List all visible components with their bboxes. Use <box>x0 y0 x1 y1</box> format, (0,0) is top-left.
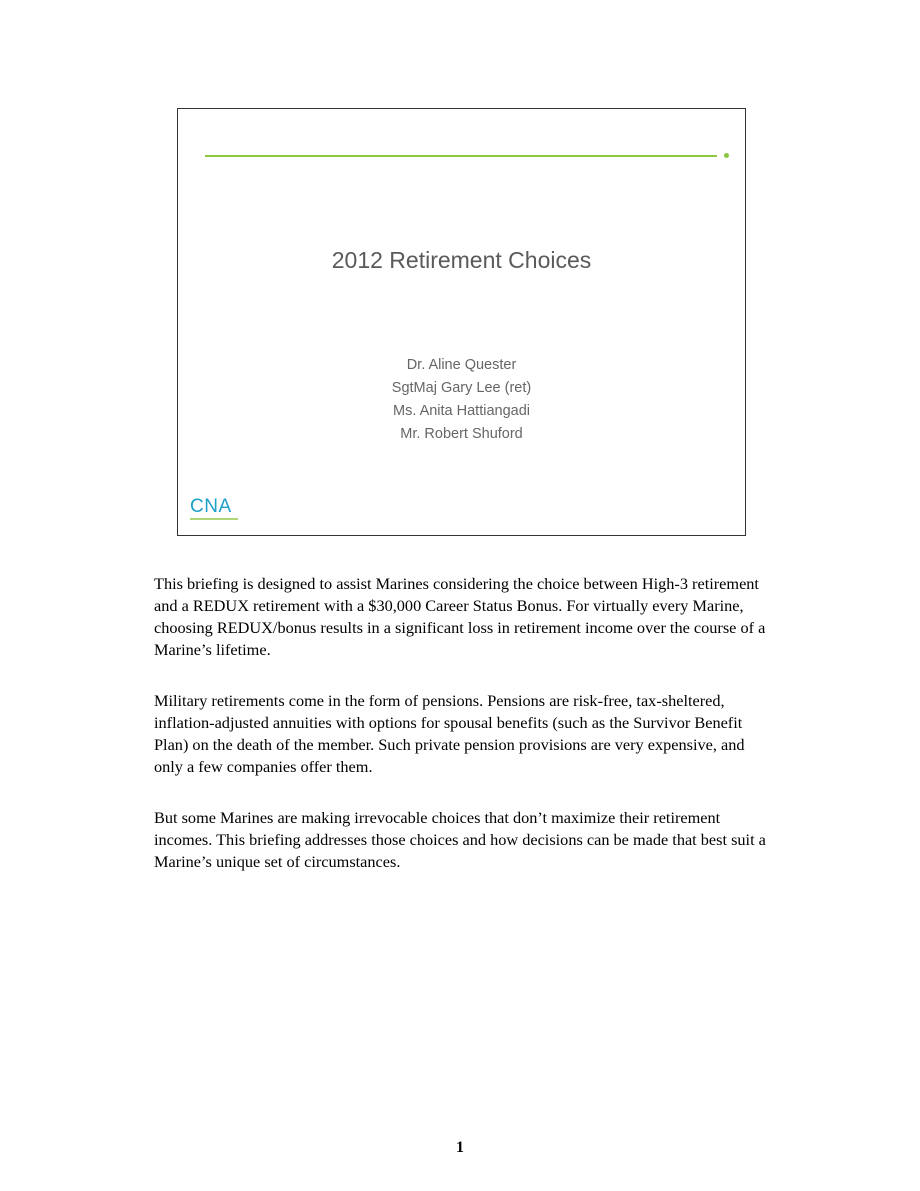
author-name: Mr. Robert Shuford <box>400 426 523 442</box>
paragraph-choices: But some Marines are making irrevocable choices that don’t maximize their retirement incomes. This briefing addresses those choices and how decisions can be made that best suit a Marine’s unique set of circumstances. <box>154 808 766 871</box>
author-name: Dr. Aline Quester <box>406 357 517 373</box>
slide-accent-line <box>205 155 717 157</box>
author-list <box>178 354 745 446</box>
page-number: 1 <box>456 1139 464 1156</box>
author-name: SgtMaj Gary Lee (ret) <box>391 380 532 396</box>
cna-logo-tagline-mark <box>190 518 238 520</box>
cna-logo-text: CNA <box>190 496 232 517</box>
slide-title: 2012 Retirement Choices <box>331 247 592 273</box>
slide-thumbnail <box>177 108 746 536</box>
paragraph-intro: This briefing is designed to assist Marines considering the choice between High-3 retirement and a REDUX retirement with a $30,000 Career Status Bonus. For virtually every Marine, choosing REDUX/bonus results in a significant loss in retirement income over the course of a Marine’s lifetime. <box>154 574 766 659</box>
slide-accent-dot <box>724 153 729 158</box>
briefing-text <box>154 573 769 902</box>
paragraph-pensions: Military retirements come in the form of pensions. Pensions are risk-free, tax-sheltered, inflation-adjusted annuities with options for spousal benefits (such as the Survivor Benefit Plan) on the death of the member. Such private pension provisions are very expensive, and only a few companies offer them. <box>154 691 745 776</box>
author-name: Ms. Anita Hattiangadi <box>392 403 531 419</box>
cna-logo <box>190 497 250 527</box>
